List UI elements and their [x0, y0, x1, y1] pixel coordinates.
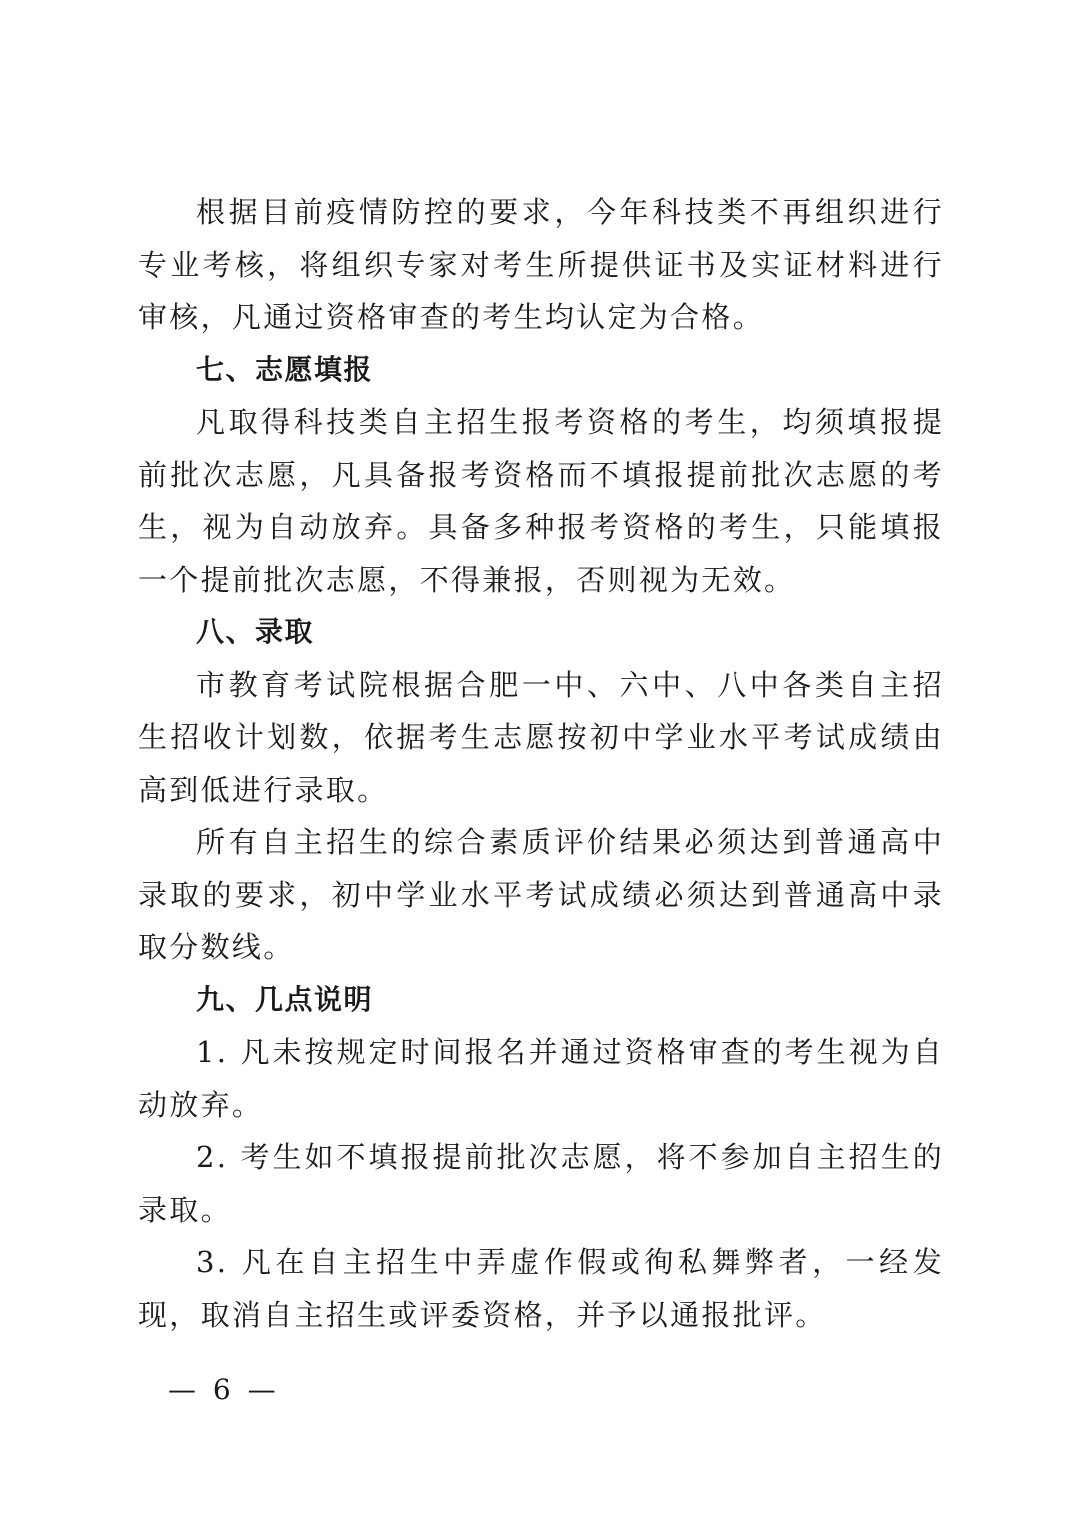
- paragraph-admission-plan: 市教育考试院根据合肥一中、六中、八中各类自主招生招收计划数，依据考生志愿按初中学业水平考试成绩由高到低进行录取。: [138, 667, 944, 807]
- section-heading-notes: 九、几点说明: [196, 982, 374, 1016]
- section-heading-admission: 八、录取: [196, 615, 315, 648]
- page-number: — 6 —: [168, 1373, 280, 1406]
- note-item-2: 2. 考生如不填报提前批次志愿，将不参加自主招生的录取。: [138, 1140, 944, 1227]
- note-item-3: 3. 凡在自主招生中弄虚作假或徇私舞弊者，一经发现，取消自主招生或评委资格，并予以通报批评。: [138, 1245, 944, 1332]
- section-heading-volunteer: 七、志愿填报: [196, 352, 374, 386]
- document-body: [138, 186, 944, 1341]
- note-item-1: 1. 凡未按规定时间报名并通过资格审查的考生视为自动放弃。: [138, 1035, 944, 1122]
- paragraph-volunteer: 凡取得科技类自主招生报考资格的考生，均须填报提前批次志愿，凡具备报考资格而不填报提前批次志愿的考生，视为自动放弃。具备多种报考资格的考生，只能填报一个提前批次志愿，不得兼报，否则视为无效。: [138, 405, 944, 597]
- paragraph-admission-requirement: 所有自主招生的综合素质评价结果必须达到普通高中录取的要求，初中学业水平考试成绩必须达到普通高中录取分数线。: [138, 825, 944, 964]
- paragraph-assessment: 根据目前疫情防控的要求，今年科技类不再组织进行专业考核，将组织专家对考生所提供证书及实证材料进行审核，凡通过资格审查的考生均认定为合格。: [138, 195, 944, 334]
